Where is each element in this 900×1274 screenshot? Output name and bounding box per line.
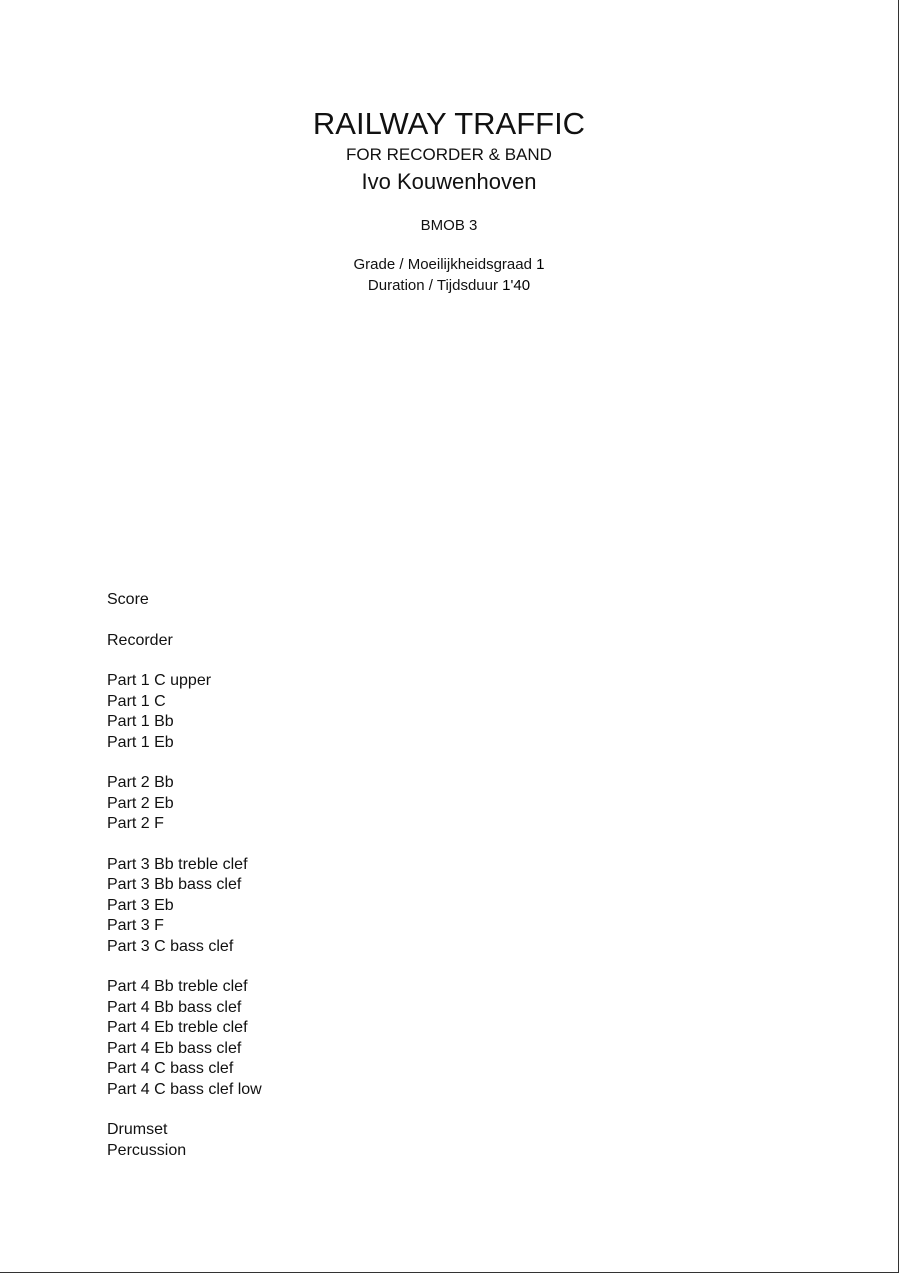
duration-value: 1'40	[502, 277, 531, 294]
parts-group	[107, 671, 707, 753]
part-item: Part 1 C	[107, 692, 166, 710]
part-item: Percussion	[107, 1141, 187, 1159]
parts-group	[107, 590, 707, 611]
title-block	[0, 106, 898, 296]
composer-name: Ivo Kouwenhoven	[361, 169, 537, 194]
part-item: Part 4 C bass clef	[107, 1060, 234, 1077]
part-item: Part 1 Bb	[107, 713, 174, 730]
duration-line	[0, 275, 898, 296]
meta-info	[0, 254, 898, 296]
part-item: Part 4 Bb bass clef	[107, 998, 242, 1016]
part-item: Part 3 Eb	[107, 896, 174, 914]
part-item: Score	[107, 591, 149, 608]
part-item: Part 4 Bb treble clef	[107, 978, 248, 995]
parts-group	[107, 773, 707, 835]
piece-title: RAILWAY TRAFFIC	[312, 106, 586, 141]
duration-label: Duration / Tijdsduur	[367, 277, 498, 294]
piece-subtitle: FOR RECORDER & BAND	[346, 145, 552, 164]
parts-group	[107, 977, 707, 1100]
part-item: Part 1 C upper	[107, 672, 212, 689]
part-item: Part 3 C bass clef	[107, 937, 234, 955]
grade-value: 1	[536, 256, 545, 273]
catalog-number: BMOB 3	[420, 217, 478, 234]
part-item: Part 2 F	[107, 815, 164, 832]
parts-list	[107, 590, 707, 1181]
part-item: Part 2 Bb	[107, 774, 174, 791]
part-item: Part 3 F	[107, 917, 164, 934]
parts-group	[107, 1120, 707, 1161]
part-item: Part 1 Eb	[107, 733, 174, 751]
grade-line	[0, 254, 898, 275]
part-item: Part 3 Bb treble clef	[107, 855, 248, 873]
parts-group	[107, 855, 707, 958]
parts-group	[107, 631, 707, 652]
part-item: Part 4 Eb bass clef	[107, 1039, 242, 1057]
part-item: Part 2 Eb	[107, 794, 174, 812]
part-item: Part 4 Eb treble clef	[107, 1019, 248, 1036]
part-item: Recorder	[107, 631, 173, 649]
part-item: Part 3 Bb bass clef	[107, 876, 242, 893]
part-item: Drumset	[107, 1121, 168, 1138]
grade-label: Grade / Moeilijkheidsgraad	[353, 256, 532, 273]
part-item: Part 4 C bass clef low	[107, 1080, 262, 1098]
